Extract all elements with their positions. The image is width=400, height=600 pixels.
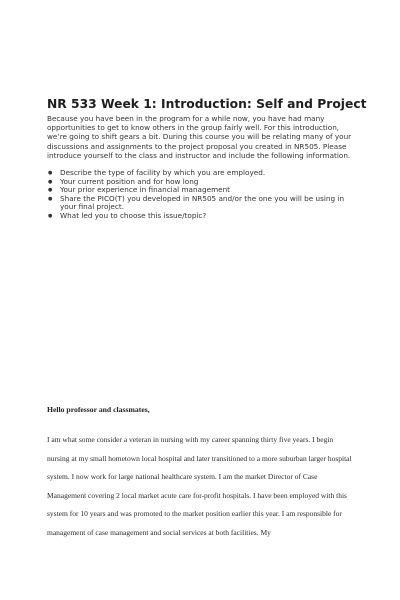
list-item: ● Describe the type of facility by which you are employed. [47,169,353,178]
list-item: ● Your prior experience in financial management [47,186,353,195]
document-title: NR 533 Week 1: Introduction: Self and Project [47,97,367,111]
list-item: ● Share the PICO(T) you developed in NR505 and/or the one you will be using in your final project. [47,195,353,212]
response-paragraph: I am what some consider a veteran in nursing with my career spanning thirty five years. I begin nursing at my small hometown local hospital and later transitioned to a more suburban larger hospital system. I now work for large national healthcare system. I am the market Director of Case Management covering 2 local market acute care for-profit hospitals. I have been employed with this system for 10 years and was promoted to the market position earlier this year. I am responsible for management of case management and social services at both facilities. My [47,435,352,537]
greeting-line: Hello professor and classmates, [47,405,150,414]
list-item: ● What led you to choose this issue/topic? [47,212,353,221]
intro-paragraph: Because you have been in the program for a while now, you have had many opportunities to get to know others in the group fairly well. For this introduction, we’re going to shift gears a bit. During this course you will be relating many of your discussions and assignments to the project proposal you created in NR505. Please introduce yourself to the class and instructor and include the following information. [47,114,352,160]
requirements-list [47,169,353,221]
list-item: ● Your current position and for how long [47,178,353,187]
